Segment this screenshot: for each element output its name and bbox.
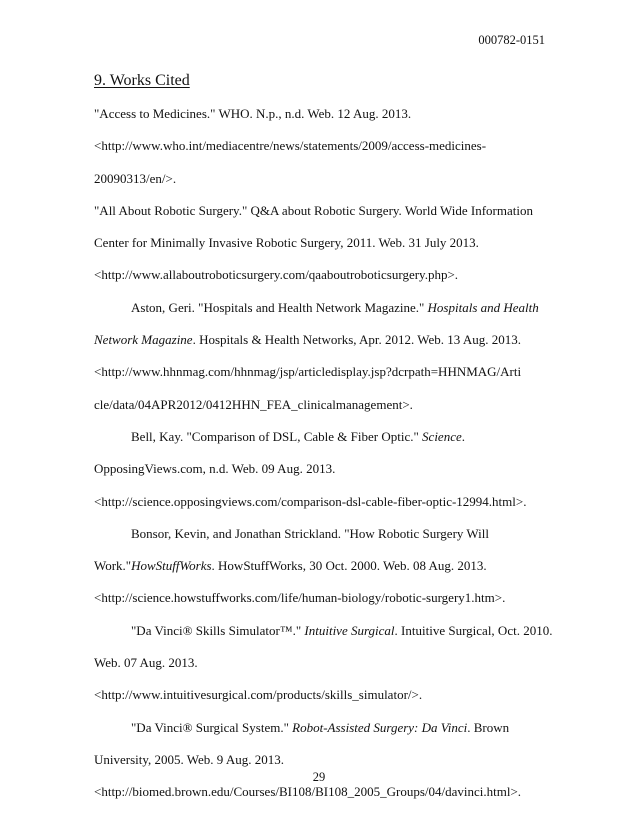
citation-text: Bell, Kay. "Comparison of DSL, Cable & Fiber Optic." xyxy=(131,428,423,444)
citation-line xyxy=(94,233,554,265)
citation-line xyxy=(94,427,554,459)
citation-text: <http://www.intuitivesurgical.com/products/skills_simulator/>. xyxy=(94,687,423,703)
citation-text: "Da Vinci® Surgical System." xyxy=(131,719,293,735)
citation-text: <http://biomed.brown.edu/Courses/BI108/BI108_2005_Groups/04/davinci.html>. xyxy=(94,784,522,800)
citation-line xyxy=(94,136,554,168)
document-id: 000782-0151 xyxy=(478,33,545,47)
section-heading: 9. Works Cited xyxy=(94,72,190,89)
citation-text: Bonsor, Kevin, and Jonathan Strickland. "How Robotic Surgery Will xyxy=(131,525,489,541)
citation-line xyxy=(94,524,554,556)
citation-line xyxy=(94,621,554,653)
citation-text: Work." xyxy=(94,558,132,574)
works-cited-list xyxy=(94,104,554,815)
citation-text: . Brown xyxy=(467,719,510,735)
citation-line xyxy=(94,362,554,394)
citation-line xyxy=(94,201,554,233)
citation-text: Web. 07 Aug. 2013. xyxy=(94,655,198,671)
citation-text: <http://science.opposingviews.com/comparison-dsl-cable-fiber-optic-12994.html>. xyxy=(94,493,527,509)
citation-text: . xyxy=(461,428,465,444)
citation-text: <http://www.hhnmag.com/hhnmag/jsp/articledisplay.jsp?dcrpath=HHNMAG/Arti xyxy=(94,364,522,380)
citation-text: . Hospitals & Health Networks, Apr. 2012. Web. 13 Aug. 2013. xyxy=(192,332,521,348)
citation-text: <http://science.howstuffworks.com/life/human-biology/robotic-surgery1.htm>. xyxy=(94,590,506,606)
citation-text: Center for Minimally Invasive Robotic Surgery, 2011. Web. 31 July 2013. xyxy=(94,235,479,251)
citation-line xyxy=(94,330,554,362)
citation-italic-text: Robot-Assisted Surgery: Da Vinci xyxy=(292,719,468,735)
citation-text: "Access to Medicines." WHO. N.p., n.d. Web. 12 Aug. 2013. xyxy=(94,106,412,121)
citation-line xyxy=(94,653,554,685)
citation-text: <http://www.allaboutroboticsurgery.com/qaaboutroboticsurgery.php>. xyxy=(94,267,459,283)
citation-line xyxy=(94,459,554,491)
citation-italic-text: Intuitive Surgical xyxy=(304,622,395,638)
citation-line xyxy=(94,265,554,297)
citation-text: <http://www.who.int/mediacentre/news/statements/2009/access-medicines- xyxy=(94,138,487,154)
citation-line xyxy=(94,492,554,524)
citation-line xyxy=(94,556,554,588)
citation-line xyxy=(94,298,554,330)
citation-text: . Intuitive Surgical, Oct. 2010. xyxy=(394,622,553,638)
citation-italic-text: Science xyxy=(422,428,462,444)
citation-line xyxy=(94,169,554,201)
citation-line xyxy=(94,395,554,427)
citation-text: OpposingViews.com, n.d. Web. 09 Aug. 2013. xyxy=(94,461,336,477)
citation-line xyxy=(94,685,554,717)
citation-text: cle/data/04APR2012/0412HHN_FEA_clinicalmanagement>. xyxy=(94,396,413,412)
citation-italic-text: HowStuffWorks xyxy=(131,558,212,574)
citation-line xyxy=(94,588,554,620)
citation-text: "Da Vinci® Skills Simulator™." xyxy=(131,622,305,638)
citation-line xyxy=(94,104,554,136)
citation-line xyxy=(94,782,554,814)
citation-text: University, 2005. Web. 9 Aug. 2013. xyxy=(94,751,284,767)
citation-line xyxy=(94,718,554,750)
citation-text: "All About Robotic Surgery." Q&A about Robotic Surgery. World Wide Information xyxy=(94,202,533,218)
citation-text: Aston, Geri. "Hospitals and Health Network Magazine." xyxy=(131,299,428,315)
citation-text: . HowStuffWorks, 30 Oct. 2000. Web. 08 Aug. 2013. xyxy=(211,558,487,574)
citation-italic-text: Network Magazine xyxy=(94,332,193,348)
citation-italic-text: Hospitals and Health xyxy=(427,299,539,315)
page-number: 29 xyxy=(312,770,326,784)
citation-text: 20090313/en/>. xyxy=(94,170,177,186)
